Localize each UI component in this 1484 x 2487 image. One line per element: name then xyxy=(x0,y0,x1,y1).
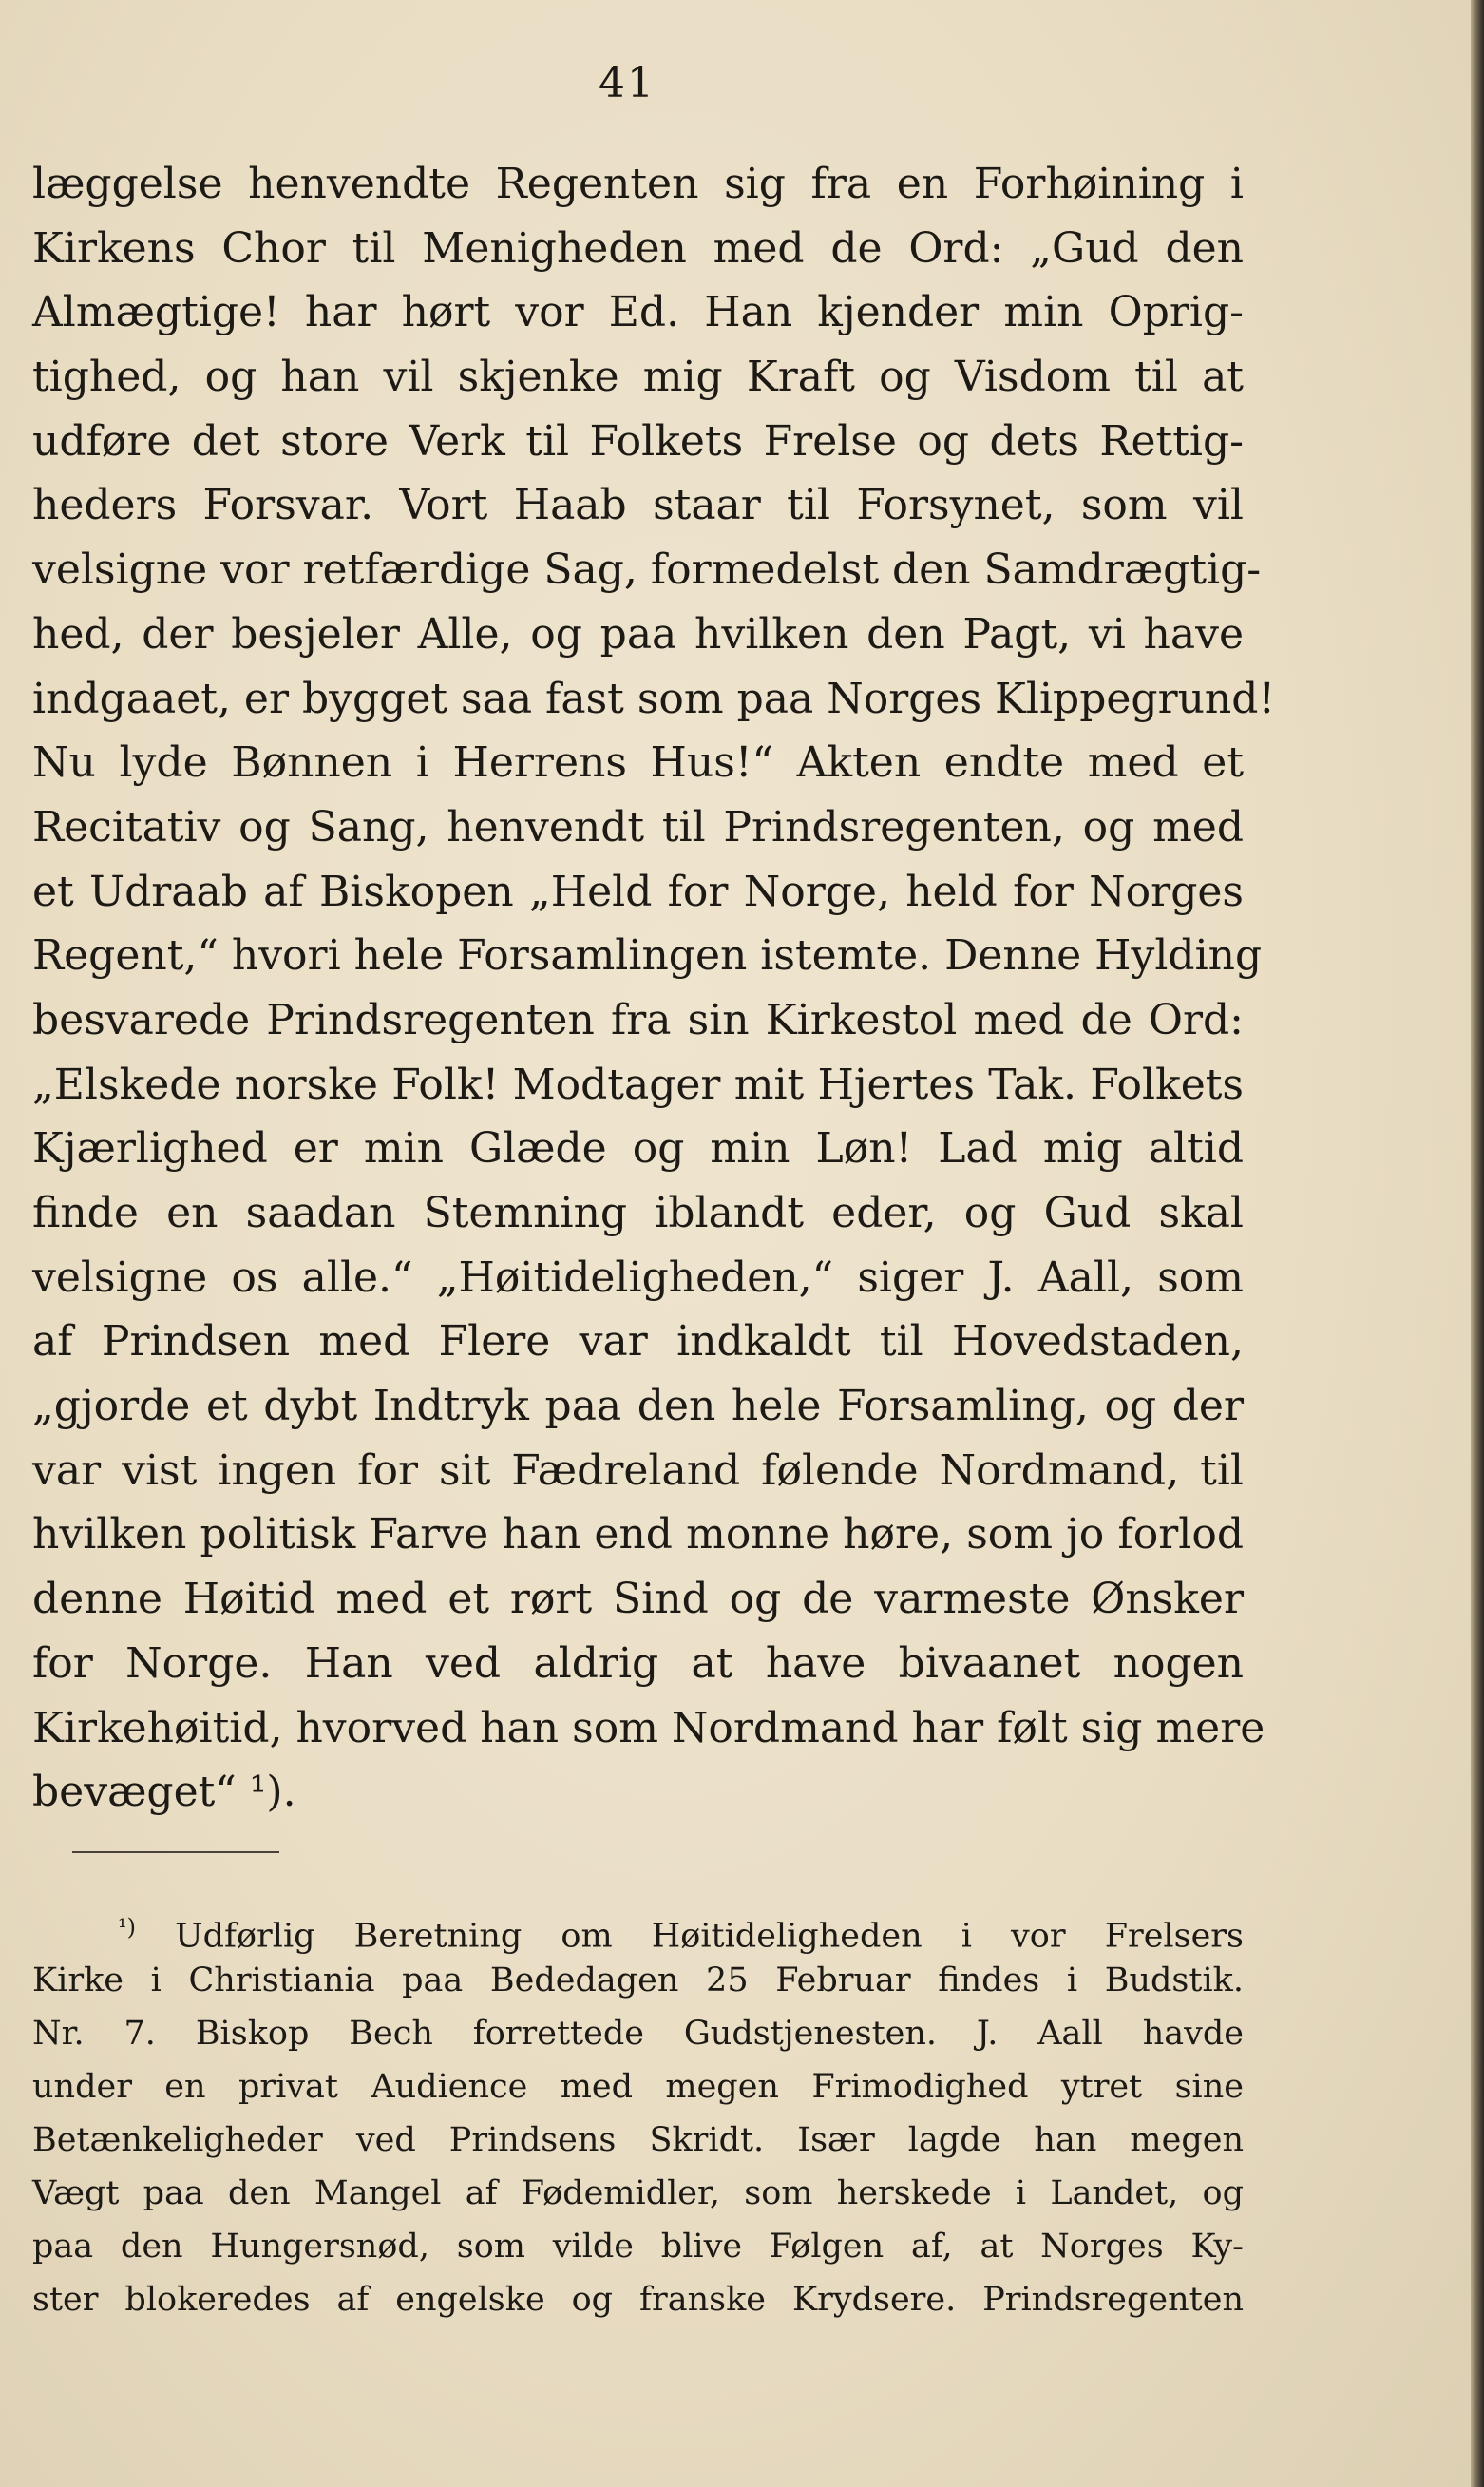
footnote-line: Betænkeligheder ved Prindsens Skridt. Især lagde han megen xyxy=(32,2121,1244,2159)
text-line: læggelse henvendte Regenten sig fra en Forhøining i xyxy=(32,160,1244,208)
text-line: bevæget“ ¹). xyxy=(32,1768,296,1817)
text-line: „gjorde et dybt Indtryk paa den hele Forsamling, og der xyxy=(32,1382,1244,1431)
footnote-line: paa den Hungersnød, som vilde blive Følgen af, at Norges Ky- xyxy=(32,2228,1244,2266)
footnote-first-text: Udførlig Beretning om Høitideligheden i vor Frelsers xyxy=(175,1917,1244,1956)
text-line: besvarede Prindsregenten fra sin Kirkestol med de Ord: xyxy=(32,995,1244,1044)
footnote-line: ster blokeredes af engelske og franske Krydsere. Prindsregenten xyxy=(32,2281,1244,2319)
footnote-line: Vægt paa den Mangel af Fødemidler, som herskede i Landet, og xyxy=(32,2174,1244,2212)
footnote-line xyxy=(32,1901,1244,1954)
text-line: udføre det store Verk til Folkets Frelse og dets Rettig- xyxy=(32,416,1244,466)
page-number: 41 xyxy=(599,59,656,107)
text-line: Kjærlighed er min Glæde og min Løn! Lad mig altid xyxy=(32,1124,1244,1174)
text-line: et Udraab af Biskopen „Held for Norge, held for Norges xyxy=(32,867,1244,916)
text-line: velsigne os alle.“ „Høitideligheden,“ siger J. Aall, som xyxy=(32,1253,1244,1302)
text-line: heders Forsvar. Vort Haab staar til Forsynet, som vil xyxy=(32,481,1244,530)
text-line: af Prindsen med Flere var indkaldt til Hovedstaden, xyxy=(32,1317,1244,1367)
text-line: „Elskede norske Folk! Modtager mit Hjertes Tak. Folkets xyxy=(32,1060,1244,1109)
text-line: denne Høitid med et rørt Sind og de varmeste Ønsker xyxy=(32,1575,1244,1624)
main-text xyxy=(32,152,1276,1825)
footnote xyxy=(32,1901,1244,2326)
footnote-separator xyxy=(72,1851,279,1853)
footnote-line: Kirke i Christiania paa Bededagen 25 Februar findes i Budstik. xyxy=(32,1961,1244,1999)
text-line: indgaaet, er bygget saa fast som paa Norges Klippegrund! xyxy=(32,674,1276,723)
page-edge-shadow xyxy=(1471,0,1484,2487)
footnote-line: Nr. 7. Biskop Bech forrettede Gudstjenesten. J. Aall havde xyxy=(32,2015,1244,2053)
text-line: tighed, og han vil skjenke mig Kraft og Visdom til at xyxy=(32,353,1244,402)
text-line: hvilken politisk Farve han end monne høre, som jo forlod xyxy=(32,1510,1244,1559)
text-line: finde en saadan Stemning iblandt eder, og Gud skal xyxy=(32,1189,1244,1237)
footnote-line: under en privat Audience med megen Frimodighed ytret sine xyxy=(32,2068,1244,2106)
text-line: Nu lyde Bønnen i Herrens Hus!“ Akten endte med et xyxy=(32,738,1244,788)
footnote-marker: ¹) xyxy=(118,1914,136,1941)
text-line: hed, der besjeler Alle, og paa hvilken den Pagt, vi have xyxy=(32,609,1244,659)
text-line: Kirkehøitid, hvorved han som Nordmand har følt sig mere xyxy=(32,1703,1265,1752)
text-line: for Norge. Han ved aldrig at have bivaanet nogen xyxy=(32,1638,1244,1688)
text-line: Kirkens Chor til Menigheden med de Ord: „Gud den xyxy=(32,223,1244,273)
text-line: Regent,“ hvori hele Forsamlingen istemte. Denne Hylding xyxy=(32,931,1263,981)
text-line: velsigne vor retfærdige Sag, formedelst den Samdrægtig- xyxy=(32,545,1262,595)
text-line: Recitativ og Sang, henvendt til Prindsregenten, og med xyxy=(32,802,1244,851)
text-line: Almægtige! har hørt vor Ed. Han kjender min Oprig- xyxy=(32,288,1244,337)
text-line: var vist ingen for sit Fædreland følende Nordmand, til xyxy=(32,1445,1244,1495)
